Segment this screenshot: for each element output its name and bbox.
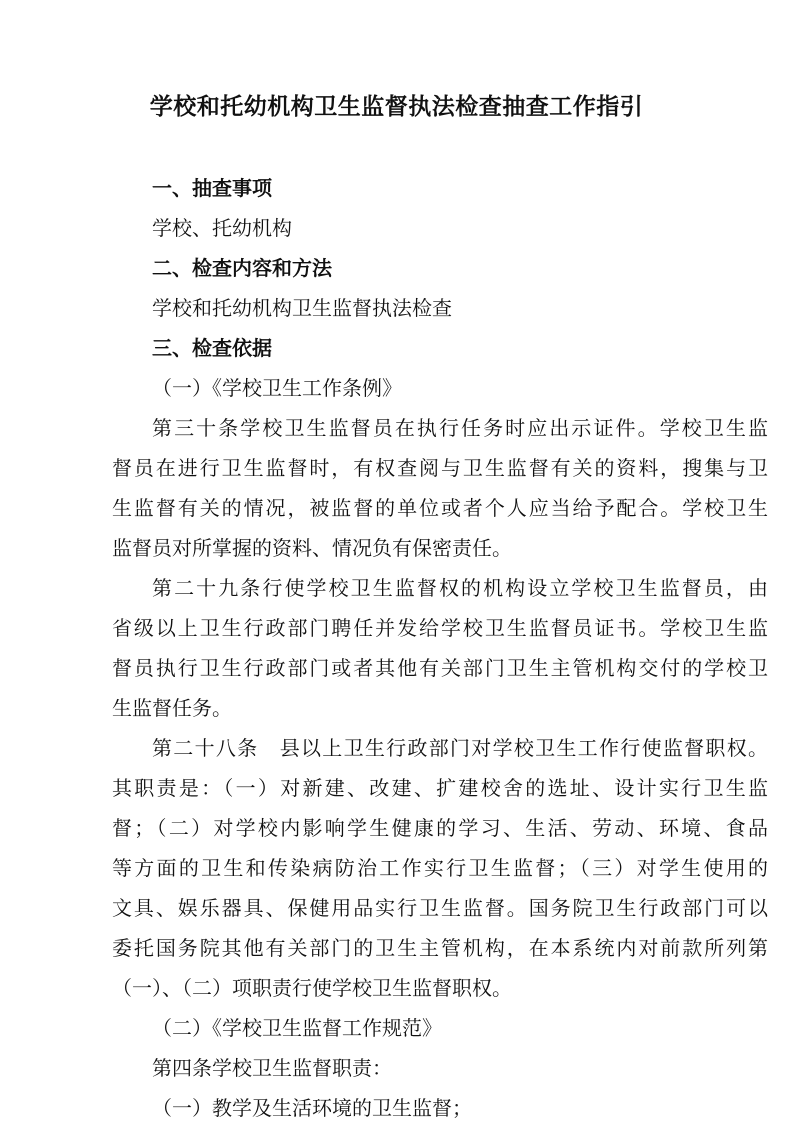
paragraph-line: 督员执行卫生行政部门或者其他有关部门卫生主管机构交付的学校卫 [112,656,768,680]
section-heading: 二、检查内容和方法 [152,256,332,280]
paragraph-line: 生监督有关的情况，被监督的单位或者个人应当给予配合。学校卫生 [112,496,768,520]
paragraph-first-line: 第二十八条 县以上卫生行政部门对学校卫生工作行使监督职权。 [152,736,768,760]
paragraph-line: 督员在进行卫生监督时，有权查阅与卫生监督有关的资料，搜集与卫 [112,456,768,480]
paragraph-line: 省级以上卫生行政部门聘任并发给学校卫生监督员证书。学校卫生监 [112,616,768,640]
subsection-line: 第四条学校卫生监督职责： [152,1056,392,1080]
section-heading: 一、抽查事项 [152,176,272,200]
paragraph-line: 文具、娱乐器具、保健用品实行卫生监督。国务院卫生行政部门可以 [112,896,768,920]
paragraph-line: 监督员对所掌握的资料、情况负有保密责任。 [112,536,512,560]
paragraph-line: 等方面的卫生和传染病防治工作实行卫生监督；（三）对学生使用的 [112,856,768,880]
paragraph-line: 委托国务院其他有关部门的卫生主管机构，在本系统内对前款所列第 [112,936,768,960]
paragraph-line: 督；（二）对学校内影响学生健康的学习、生活、劳动、环境、食品 [112,816,768,840]
subsection-line: 学校、托幼机构 [152,216,292,240]
subsection-line: （二）《学校卫生监督工作规范》 [152,1016,442,1040]
paragraph-line: 其职责是：（一）对新建、改建、扩建校舍的选址、设计实行卫生监 [112,776,768,800]
section-heading: 三、检查依据 [152,336,272,360]
document-body [112,168,768,1128]
document-title: 学校和托幼机构卫生监督执法检查抽查工作指引 [149,94,644,120]
subsection-line: （一）《学校卫生工作条例》 [152,376,402,400]
paragraph-line: 生监督任务。 [112,696,232,720]
paragraph-first-line: 第二十九条行使学校卫生监督权的机构设立学校卫生监督员，由 [152,576,768,600]
paragraph-first-line: 第三十条学校卫生监督员在执行任务时应出示证件。学校卫生监 [152,416,768,440]
paragraph-line: （一）、（二）项职责行使学校卫生监督职权。 [112,976,512,1000]
subsection-line: 学校和托幼机构卫生监督执法检查 [152,296,452,320]
subsection-line: （一）教学及生活环境的卫生监督； [152,1096,472,1120]
